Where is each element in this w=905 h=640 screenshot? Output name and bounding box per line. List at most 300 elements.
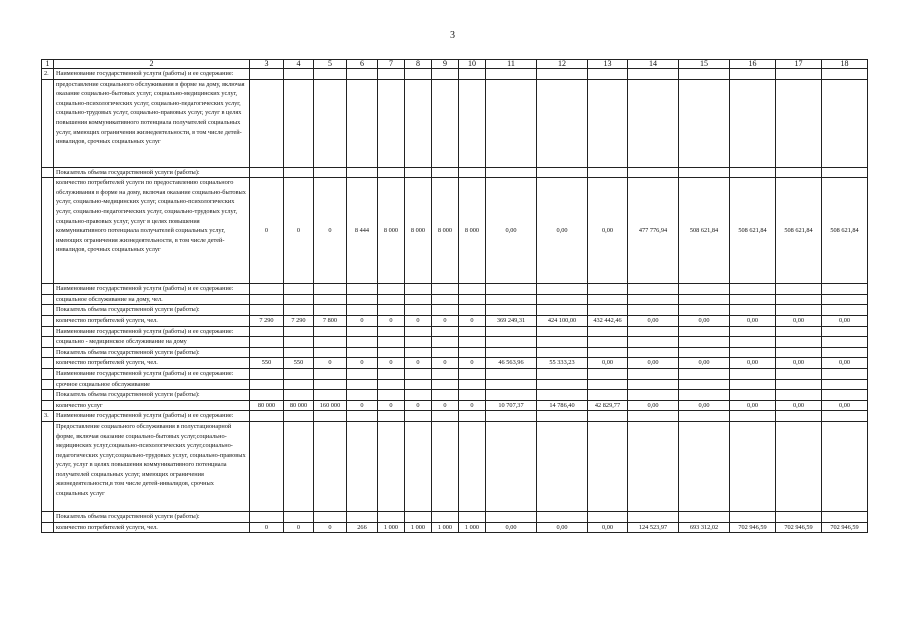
- value-cell: [486, 421, 537, 511]
- value-cell: [588, 511, 628, 522]
- table-row: [42, 69, 868, 80]
- column-number: 18: [822, 60, 868, 69]
- value-cell: [776, 284, 822, 295]
- row-number: [42, 294, 54, 305]
- row-number: [42, 421, 54, 511]
- value-cell: [432, 167, 459, 178]
- value-cell: [405, 511, 432, 522]
- value-cell: [314, 390, 347, 401]
- value-cell: [284, 294, 314, 305]
- value-cell: [378, 411, 405, 422]
- value-cell: [347, 337, 378, 348]
- value-cell: [250, 167, 284, 178]
- value-cell: [822, 390, 868, 401]
- row-description: Наименование государственной услуги (работы) и ее содержание:: [54, 411, 250, 422]
- value-cell: [314, 421, 347, 511]
- value-cell: [822, 69, 868, 80]
- value-cell: [730, 347, 776, 358]
- column-number: 7: [378, 60, 405, 69]
- value-cell: 0,00: [730, 315, 776, 326]
- row-number: [42, 368, 54, 379]
- value-cell: [405, 326, 432, 337]
- value-cell: [588, 390, 628, 401]
- value-cell: [776, 337, 822, 348]
- value-cell: 0: [378, 315, 405, 326]
- value-cell: [250, 390, 284, 401]
- value-cell: 0,00: [588, 522, 628, 533]
- value-cell: [459, 284, 486, 295]
- row-number: [42, 167, 54, 178]
- row-number: [42, 400, 54, 411]
- row-description: Показатель объема государственной услуги (работы):: [54, 511, 250, 522]
- value-cell: [537, 79, 588, 167]
- row-description: срочное социальное обслуживание: [54, 379, 250, 390]
- value-cell: [314, 69, 347, 80]
- value-cell: 0,00: [486, 178, 537, 284]
- row-number: 3.: [42, 411, 54, 422]
- column-number: 1: [42, 60, 54, 69]
- value-cell: [347, 284, 378, 295]
- value-cell: 0: [284, 522, 314, 533]
- row-number: [42, 79, 54, 167]
- value-cell: [284, 511, 314, 522]
- value-cell: [378, 368, 405, 379]
- value-cell: 10 707,37: [486, 400, 537, 411]
- value-cell: 0,00: [822, 358, 868, 369]
- table-row: [42, 421, 868, 511]
- value-cell: [459, 294, 486, 305]
- value-cell: [432, 337, 459, 348]
- value-cell: 8 000: [378, 178, 405, 284]
- value-cell: [432, 69, 459, 80]
- value-cell: [588, 379, 628, 390]
- value-cell: 0: [347, 358, 378, 369]
- value-cell: [628, 284, 679, 295]
- value-cell: [347, 511, 378, 522]
- value-cell: [537, 294, 588, 305]
- value-cell: [628, 421, 679, 511]
- value-cell: [537, 167, 588, 178]
- row-number: [42, 284, 54, 295]
- value-cell: [459, 69, 486, 80]
- value-cell: [459, 79, 486, 167]
- row-description: Наименование государственной услуги (работы) и ее содержание:: [54, 326, 250, 337]
- row-description: социально - медицинское обслуживание на дому: [54, 337, 250, 348]
- value-cell: [378, 390, 405, 401]
- value-cell: [284, 379, 314, 390]
- value-cell: 369 249,31: [486, 315, 537, 326]
- value-cell: 0,00: [730, 400, 776, 411]
- value-cell: [537, 347, 588, 358]
- value-cell: [250, 379, 284, 390]
- value-cell: [459, 511, 486, 522]
- value-cell: [432, 294, 459, 305]
- value-cell: [378, 79, 405, 167]
- value-cell: [250, 337, 284, 348]
- row-description: Показатель объема государственной услуги (работы):: [54, 347, 250, 358]
- value-cell: [537, 379, 588, 390]
- value-cell: 8 000: [405, 178, 432, 284]
- table-row: [42, 294, 868, 305]
- value-cell: [588, 347, 628, 358]
- value-cell: [730, 69, 776, 80]
- value-cell: [822, 511, 868, 522]
- value-cell: [679, 390, 730, 401]
- value-cell: [405, 390, 432, 401]
- row-description: количество потребителей услуги по предоставлению социального обслуживания в форме на дому, включая оказание социально-бытовых услуг, социально-медицинских услуг, социально-психологических услуг, социально-педагогических услуг, социально-трудовых услуг, социально-правовых услуг, услуг в целях повышения коммуникативного потенциала получателей социальных услуг, имеющих ограничения жизнедеятельности, в том числе детей-инвалидов, срочных социальных услуг: [54, 178, 250, 284]
- table-row: [42, 337, 868, 348]
- value-cell: [730, 379, 776, 390]
- value-cell: [250, 368, 284, 379]
- column-number: 2: [54, 60, 250, 69]
- value-cell: [250, 326, 284, 337]
- value-cell: [432, 411, 459, 422]
- value-cell: 266: [347, 522, 378, 533]
- value-cell: 42 829,77: [588, 400, 628, 411]
- value-cell: [250, 411, 284, 422]
- value-cell: [250, 511, 284, 522]
- value-cell: [730, 294, 776, 305]
- value-cell: [537, 421, 588, 511]
- value-cell: [628, 79, 679, 167]
- row-number: [42, 379, 54, 390]
- value-cell: [250, 305, 284, 316]
- value-cell: [432, 326, 459, 337]
- value-cell: 0: [432, 358, 459, 369]
- column-number: 16: [730, 60, 776, 69]
- table-row: [42, 400, 868, 411]
- value-cell: [432, 284, 459, 295]
- value-cell: [284, 69, 314, 80]
- value-cell: [347, 167, 378, 178]
- value-cell: [486, 305, 537, 316]
- value-cell: 0,00: [679, 400, 730, 411]
- value-cell: 0: [432, 400, 459, 411]
- value-cell: [776, 167, 822, 178]
- value-cell: 508 621,84: [679, 178, 730, 284]
- value-cell: [628, 326, 679, 337]
- value-cell: [314, 294, 347, 305]
- value-cell: 80 000: [284, 400, 314, 411]
- value-cell: [347, 379, 378, 390]
- value-cell: [588, 167, 628, 178]
- value-cell: [679, 326, 730, 337]
- value-cell: 1 000: [378, 522, 405, 533]
- value-cell: 160 000: [314, 400, 347, 411]
- value-cell: [284, 421, 314, 511]
- value-cell: [628, 368, 679, 379]
- column-number: 12: [537, 60, 588, 69]
- value-cell: [776, 347, 822, 358]
- value-cell: [378, 511, 405, 522]
- value-cell: 0: [459, 315, 486, 326]
- column-number-row: [42, 60, 868, 69]
- value-cell: [405, 294, 432, 305]
- value-cell: [776, 379, 822, 390]
- table-row: [42, 305, 868, 316]
- value-cell: [679, 167, 730, 178]
- value-cell: [537, 390, 588, 401]
- value-cell: [347, 347, 378, 358]
- value-cell: [822, 305, 868, 316]
- value-cell: 0: [378, 400, 405, 411]
- column-number: 4: [284, 60, 314, 69]
- value-cell: [405, 337, 432, 348]
- value-cell: [284, 411, 314, 422]
- value-cell: [378, 284, 405, 295]
- value-cell: [628, 390, 679, 401]
- value-cell: [459, 167, 486, 178]
- value-cell: [250, 284, 284, 295]
- column-number: 3: [250, 60, 284, 69]
- table-row: [42, 79, 868, 167]
- value-cell: [822, 411, 868, 422]
- value-cell: 508 621,84: [730, 178, 776, 284]
- value-cell: [628, 511, 679, 522]
- value-cell: [537, 69, 588, 80]
- column-number: 9: [432, 60, 459, 69]
- value-cell: [378, 421, 405, 511]
- value-cell: 0: [314, 522, 347, 533]
- value-cell: 0: [250, 522, 284, 533]
- value-cell: 1 000: [405, 522, 432, 533]
- value-cell: [378, 69, 405, 80]
- value-cell: 550: [250, 358, 284, 369]
- value-cell: [459, 379, 486, 390]
- table-row: [42, 411, 868, 422]
- value-cell: [378, 305, 405, 316]
- value-cell: [459, 411, 486, 422]
- value-cell: [486, 294, 537, 305]
- value-cell: [776, 421, 822, 511]
- value-cell: [314, 368, 347, 379]
- value-cell: 7 800: [314, 315, 347, 326]
- row-description: количество потребителей услуги, чел.: [54, 358, 250, 369]
- value-cell: [730, 421, 776, 511]
- value-cell: [405, 347, 432, 358]
- value-cell: 508 621,84: [822, 178, 868, 284]
- value-cell: [730, 284, 776, 295]
- value-cell: [588, 284, 628, 295]
- value-cell: 702 946,59: [822, 522, 868, 533]
- value-cell: 0: [284, 178, 314, 284]
- page-number: 3: [450, 30, 455, 41]
- value-cell: [347, 294, 378, 305]
- value-cell: [459, 347, 486, 358]
- value-cell: 0: [459, 400, 486, 411]
- value-cell: [537, 305, 588, 316]
- row-description: Показатель объема государственной услуги (работы):: [54, 390, 250, 401]
- value-cell: 0: [314, 178, 347, 284]
- row-number: [42, 347, 54, 358]
- table-row: [42, 358, 868, 369]
- value-cell: [459, 368, 486, 379]
- value-cell: [284, 368, 314, 379]
- value-cell: [588, 69, 628, 80]
- value-cell: [679, 347, 730, 358]
- value-cell: [459, 305, 486, 316]
- value-cell: [314, 167, 347, 178]
- row-description: количество потребителей услуги, чел.: [54, 315, 250, 326]
- value-cell: [822, 167, 868, 178]
- row-description: Наименование государственной услуги (работы) и ее содержание:: [54, 368, 250, 379]
- value-cell: [486, 347, 537, 358]
- row-description: социальное обслуживание на дому, чел.: [54, 294, 250, 305]
- value-cell: [628, 379, 679, 390]
- value-cell: [284, 284, 314, 295]
- value-cell: [486, 167, 537, 178]
- table-row: [42, 315, 868, 326]
- value-cell: [314, 326, 347, 337]
- value-cell: [730, 411, 776, 422]
- value-cell: [432, 305, 459, 316]
- value-cell: [679, 379, 730, 390]
- value-cell: [405, 69, 432, 80]
- value-cell: [284, 390, 314, 401]
- value-cell: [822, 294, 868, 305]
- value-cell: [588, 326, 628, 337]
- row-number: [42, 315, 54, 326]
- value-cell: 7 290: [250, 315, 284, 326]
- value-cell: [588, 337, 628, 348]
- value-cell: [822, 379, 868, 390]
- value-cell: [537, 368, 588, 379]
- value-cell: [679, 368, 730, 379]
- value-cell: [486, 368, 537, 379]
- value-cell: [486, 326, 537, 337]
- value-cell: [486, 379, 537, 390]
- value-cell: [378, 294, 405, 305]
- value-cell: [314, 379, 347, 390]
- value-cell: 0: [314, 358, 347, 369]
- value-cell: 8 444: [347, 178, 378, 284]
- table-row: [42, 368, 868, 379]
- value-cell: [776, 69, 822, 80]
- value-cell: [776, 305, 822, 316]
- value-cell: [284, 167, 314, 178]
- column-number: 10: [459, 60, 486, 69]
- value-cell: [679, 69, 730, 80]
- value-cell: 14 786,40: [537, 400, 588, 411]
- value-cell: [347, 305, 378, 316]
- table-row: [42, 326, 868, 337]
- value-cell: 0,00: [628, 400, 679, 411]
- table-row: [42, 284, 868, 295]
- value-cell: [628, 411, 679, 422]
- value-cell: [588, 79, 628, 167]
- value-cell: [250, 421, 284, 511]
- table-row: [42, 379, 868, 390]
- value-cell: [284, 326, 314, 337]
- value-cell: [432, 421, 459, 511]
- value-cell: [486, 69, 537, 80]
- value-cell: [486, 511, 537, 522]
- value-cell: [284, 347, 314, 358]
- value-cell: 0,00: [776, 315, 822, 326]
- value-cell: 0: [432, 315, 459, 326]
- row-number: [42, 178, 54, 284]
- value-cell: [405, 421, 432, 511]
- value-cell: 0,00: [822, 400, 868, 411]
- value-cell: [459, 326, 486, 337]
- value-cell: 0,00: [730, 358, 776, 369]
- value-cell: [405, 411, 432, 422]
- value-cell: [628, 167, 679, 178]
- value-cell: [537, 326, 588, 337]
- value-cell: [405, 305, 432, 316]
- value-cell: [822, 326, 868, 337]
- value-cell: [537, 511, 588, 522]
- row-number: 2.: [42, 69, 54, 80]
- value-cell: [347, 326, 378, 337]
- value-cell: [822, 337, 868, 348]
- value-cell: [588, 305, 628, 316]
- row-description: Предоставление социального обслуживания в полустационарной форме, включая оказание социально-бытовых услуг,социально-медицинских услуг,социально-психологических услуг,социально-педагогических услуг,социально-трудовых услуг, социально-правовых услуг, услуг в целях повышения коммуникативного потенциала получателей социальных услуг, имеющих ограничения жизнедеятельности,в том числе детей-инвалидов, срочных социальных услуг: [54, 421, 250, 511]
- value-cell: [822, 347, 868, 358]
- value-cell: [776, 79, 822, 167]
- value-cell: [314, 79, 347, 167]
- value-cell: [405, 368, 432, 379]
- value-cell: [822, 284, 868, 295]
- column-number: 5: [314, 60, 347, 69]
- column-number: 8: [405, 60, 432, 69]
- value-cell: 477 776,94: [628, 178, 679, 284]
- value-cell: [679, 79, 730, 167]
- value-cell: [588, 411, 628, 422]
- row-description: Наименование государственной услуги (работы) и ее содержание:: [54, 284, 250, 295]
- value-cell: [628, 69, 679, 80]
- value-cell: 0,00: [588, 358, 628, 369]
- column-number: 15: [679, 60, 730, 69]
- value-cell: [628, 337, 679, 348]
- value-cell: 0,00: [776, 358, 822, 369]
- value-cell: [250, 69, 284, 80]
- value-cell: [679, 294, 730, 305]
- value-cell: [314, 347, 347, 358]
- value-cell: 0: [405, 400, 432, 411]
- value-cell: 0: [347, 315, 378, 326]
- value-cell: [822, 368, 868, 379]
- row-description: предоставление социального обслуживания в форме на дому, включая оказание социально-бытовых услуг, социально-медицинских услуг, социально-психологических услуг, социально-педагогических услуг, социально-трудовых услуг, социально-правовых услуг, услуг в целях повышения коммуникативного потенциала получателей социальных услуг, имеющих ограничения жизнедеятельности, в том числе детей-инвалидов, срочных социальных услуг: [54, 79, 250, 167]
- column-number: 14: [628, 60, 679, 69]
- value-cell: [284, 305, 314, 316]
- value-cell: 124 523,97: [628, 522, 679, 533]
- value-cell: [588, 294, 628, 305]
- value-cell: [776, 294, 822, 305]
- value-cell: 0: [250, 178, 284, 284]
- value-cell: [378, 167, 405, 178]
- value-cell: [459, 421, 486, 511]
- value-cell: [537, 337, 588, 348]
- value-cell: [730, 79, 776, 167]
- row-number: [42, 337, 54, 348]
- value-cell: [588, 421, 628, 511]
- value-cell: [314, 305, 347, 316]
- row-number: [42, 305, 54, 316]
- value-cell: [822, 79, 868, 167]
- value-cell: [347, 411, 378, 422]
- value-cell: 550: [284, 358, 314, 369]
- column-number: 17: [776, 60, 822, 69]
- value-cell: 0,00: [628, 315, 679, 326]
- value-cell: [284, 337, 314, 348]
- value-cell: [486, 337, 537, 348]
- value-cell: [776, 326, 822, 337]
- value-cell: [432, 79, 459, 167]
- row-number: [42, 522, 54, 533]
- value-cell: [314, 511, 347, 522]
- value-cell: [432, 368, 459, 379]
